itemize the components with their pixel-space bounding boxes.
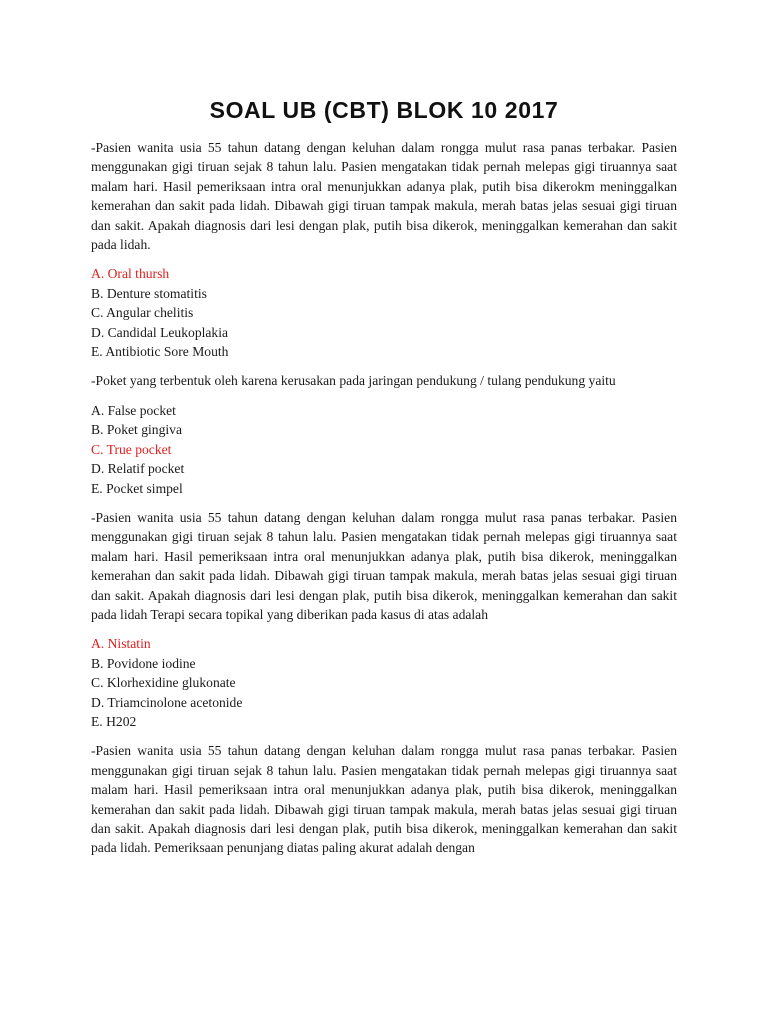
answer-option: D. Candidal Leukoplakia <box>91 324 229 340</box>
question-block-1 <box>91 138 677 361</box>
question-text: -Poket yang terbentuk oleh karena kerusakan pada jaringan pendukung / tulang pendukung yaitu <box>91 373 616 389</box>
document-page <box>91 94 677 868</box>
answer-options <box>91 401 677 498</box>
answer-option: B. Poket gingiva <box>91 422 183 438</box>
question-block-2 <box>91 371 677 497</box>
answer-option: D. Triamcinolone acetonide <box>91 694 243 710</box>
answer-option: E. H202 <box>91 713 137 729</box>
question-block-3 <box>91 508 677 731</box>
document-title: SOAL UB (CBT) BLOK 10 2017 <box>209 97 559 123</box>
answer-option: E. Pocket simpel <box>91 480 183 496</box>
answer-option: B. Povidone iodine <box>91 655 196 671</box>
answer-option-correct: C. True pocket <box>91 441 172 457</box>
answer-options <box>91 264 677 361</box>
question-text: -Pasien wanita usia 55 tahun datang dengan keluhan dalam rongga mulut rasa panas terbakar. Pasien menggunakan gigi tiruan sejak 8 tahun lalu. Pasien mengatakan tidak pernah melepas gigi tiruannya saat malam hari. Hasil pemeriksaan intra oral menunjukkan adanya plak, putih bisa dikerok, meninggalkan kemerahan dan sakit pada lidah. Dibawah gigi tiruan tampak makula, merah batas jelas sesuai gigi tiruan dan sakit. Apakah diagnosis dari lesi dengan plak, putih bisa dikerok, meninggalkan kemerahan dan sakit pada lidah. Pemeriksaan penunjang diatas paling akurat adalah dengan <box>91 743 677 856</box>
answer-option: B. Denture stomatitis <box>91 285 207 301</box>
question-text: -Pasien wanita usia 55 tahun datang dengan keluhan dalam rongga mulut rasa panas terbakar. Pasien menggunakan gigi tiruan sejak 8 tahun lalu. Pasien mengatakan tidak pernah melepas gigi tiruannya saat malam hari. Hasil pemeriksaan intra oral menunjukkan adanya plak, putih bisa dikerokm meninggalkan kemerahan dan sakit pada lidah. Dibawah gigi tiruan tampak makula, merah batas jelas sesuai gigi tiruan dan sakit. Apakah diagnosis dari lesi dengan plak, putih bisa dikerok, meninggalkan kemerahan dan sakit pada lidah. <box>91 140 677 253</box>
answer-option: C. Klorhexidine glukonate <box>91 675 236 691</box>
answer-option-correct: A. Nistatin <box>91 636 151 652</box>
answer-option-correct: A. Oral thursh <box>91 266 170 282</box>
answer-options <box>91 634 677 731</box>
answer-option: A. False pocket <box>91 402 176 418</box>
question-text: -Pasien wanita usia 55 tahun datang dengan keluhan dalam rongga mulut rasa panas terbakar. Pasien menggunakan gigi tiruan sejak 8 tahun lalu. Pasien mengatakan tidak pernah melepas gigi tiruannya saat malam hari. Hasil pemeriksaan intra oral menunjukkan adanya plak, putih bisa dikerok, meninggalkan kemerahan dan sakit pada lidah. Dibawah gigi tiruan tampak makula, merah batas jelas sesuai gigi tiruan dan sakit. Apakah diagnosis dari lesi dengan plak, putih bisa dikerok, meninggalkan kemerahan dan sakit pada lidah Terapi secara topikal yang diberikan pada kasus di atas adalah <box>91 509 677 622</box>
answer-option: D. Relatif pocket <box>91 461 185 477</box>
answer-option: E. Antibiotic Sore Mouth <box>91 344 229 360</box>
answer-option: C. Angular chelitis <box>91 305 194 321</box>
question-block-4 <box>91 741 677 857</box>
